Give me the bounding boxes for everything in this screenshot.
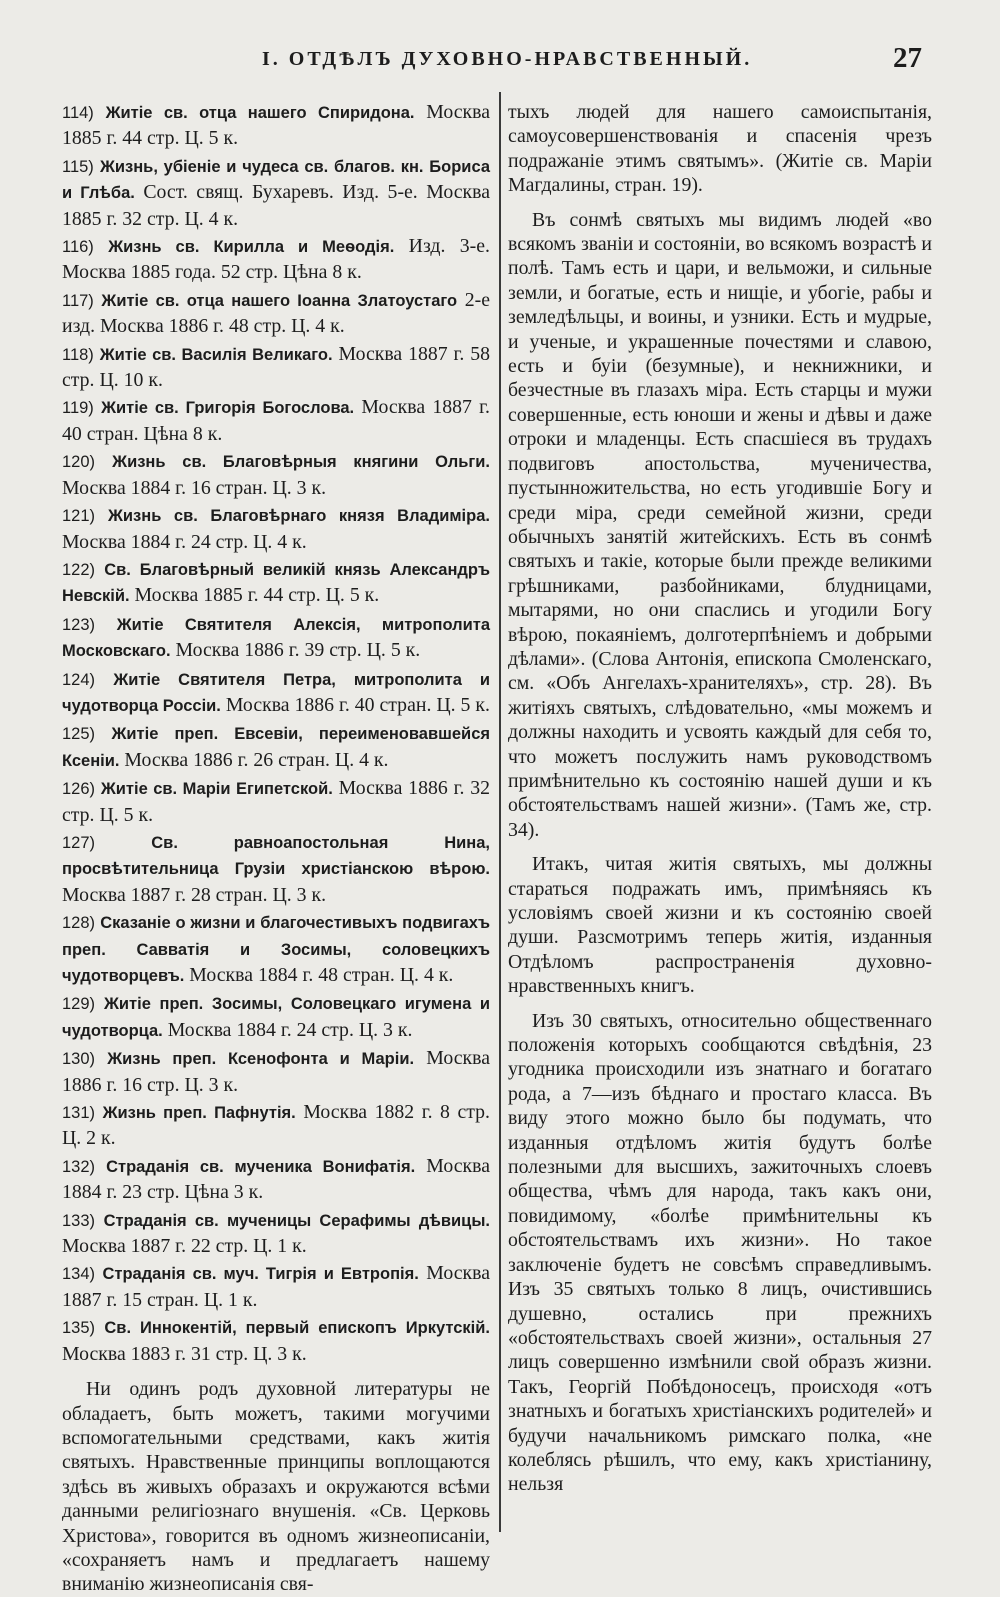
entry-number: 128) — [62, 914, 96, 933]
catalog-entry — [62, 449, 490, 501]
entry-title: Житіе Святителя Петра, митрополита и чудотворца Россіи. — [62, 670, 490, 715]
catalog-entry — [62, 721, 490, 774]
left-paragraph: Ни одинъ родъ духовной литературы не обладаетъ, быть можетъ, такими могучими вспомогательными средствами, какъ житія святыхъ. Нравственные принципы воплощаются здѣсь въ живыхъ образахъ и окружаются всѣми данными религіознаго внушенія. «Св. Церковь Христова», говорится въ одномъ жизнеописаніи, «сохраняетъ намъ и предлагаетъ нашему вниманію жизнеописанія свя- — [62, 1378, 490, 1596]
section-title: I. ОТДѢЛЪ ДУХОВНО-НРАВСТВЕННЫЙ. — [262, 48, 753, 70]
entry-number: 119) — [62, 399, 94, 418]
entry-title: Житіе св. отца нашего Іоанна Златоустаго — [101, 291, 458, 310]
entry-number: 123) — [62, 615, 96, 634]
entry-details: Москва 1887 г. 22 стр. Ц. 1 к. — [62, 1235, 307, 1258]
entry-title: Житіе св. Василія Великаго. — [99, 345, 333, 364]
catalog-entry — [62, 1315, 490, 1367]
entry-number: 129) — [62, 995, 96, 1014]
entry-number: 116) — [62, 238, 94, 257]
entry-number: 124) — [62, 670, 96, 689]
entry-details: Москва 1882 г. 8 стр. Ц. 2 к. — [62, 1101, 490, 1150]
entry-details: Москва 1886 г. 32 стр. Ц. 5 к. — [62, 777, 490, 826]
entry-title: Житіе св. Маріи Египетской. — [100, 780, 333, 799]
entry-details: Москва 1884 г. 24 стр. Ц. 3 к. — [162, 1018, 413, 1041]
entry-title: Житіе св. Григорія Богослова. — [101, 399, 355, 418]
entry-title: Св. равноапостольная Нина, просвѣтительница Грузіи христіанскою вѣрою. — [62, 833, 490, 879]
entry-title: Жизнь, убіеніе и чудеса св. благов. кн. Бориса и Глѣба. — [62, 157, 490, 203]
entry-details: Сост. свящ. Бухаревъ. Изд. 5-е. Москва 1885 г. 32 стр. Ц. 4 к. — [62, 181, 490, 230]
catalog-entry — [62, 1261, 490, 1313]
catalog-entry — [62, 776, 490, 828]
entry-title: Сказаніе о жизни и благочестивыхъ подвигахъ преп. Савватія и Зосимы, соловецкихъ чудотворцевъ. — [62, 914, 491, 985]
entry-number: 118) — [62, 345, 94, 364]
catalog-entry — [62, 154, 490, 232]
entry-title: Жизнь преп. Ксенофонта и Маріи. — [107, 1050, 415, 1069]
catalog-entry — [62, 1046, 490, 1098]
catalog-entry — [62, 1100, 490, 1152]
entry-number: 134) — [62, 1265, 96, 1284]
page-header — [0, 40, 1000, 80]
entry-number: 127) — [62, 833, 96, 852]
entry-details: 2-е изд. Москва 1886 г. 48 стр. Ц. 4 к. — [62, 288, 490, 338]
catalog-entry — [62, 991, 490, 1044]
right-paragraph-1: тыхъ людей для нашего самоиспытанія, самоусовершенствованія и спасенія чрезъ подражаніе этимъ святымъ». (Житіе св. Маріи Магдалины, стран. 19). — [508, 101, 932, 197]
entry-details: Москва 1886 г. 39 стр. Ц. 5 к. — [170, 639, 421, 662]
catalog-entry — [62, 342, 490, 394]
entry-details: Москва 1886 г. 26 стран. Ц. 4 к. — [119, 748, 389, 771]
entry-details: Москва 1887 г. 15 стран. Ц. 1 к. — [62, 1262, 490, 1311]
entry-details: Москва 1883 г. 31 стр. Ц. 3 к. — [62, 1342, 307, 1365]
entry-details: Москва 1887 г. 58 стр. Ц. 10 к. — [62, 342, 490, 392]
entry-title: Страданія св. мученика Вонифатія. — [106, 1157, 416, 1176]
entry-details: Москва 1887 г. 28 стран. Ц. 3 к. — [62, 883, 327, 906]
entry-number: 130) — [62, 1050, 96, 1069]
catalog-entry — [62, 1154, 490, 1206]
entry-number: 114) — [62, 104, 94, 122]
entry-number: 122) — [62, 560, 96, 579]
entry-title: Жизнь св. Кирилла и Меѳодія. — [108, 238, 395, 257]
entry-number: 120) — [62, 453, 96, 472]
right-paragraph-2: Въ сонмѣ святыхъ мы видимъ людей «во всякомъ званіи и состояніи, во всякомъ возрастѣ и полѣ. Тамъ есть и цари, и вельможи, и сильные земли, и богатые, есть и нищіе, и убогіе, рабы и земледѣльцы, и воины, и узники. Есть и мудрые, и ученые, и украшенные почестями и славою, есть и буіи (безумные), и некнижники, и безчестные въ глазахъ міра. Есть старцы и мужи совершенные, есть юноши и жены и дѣвы и даже отроки и младенцы. Есть спасшіеся въ трудахъ подвиговъ апостольства, мученичества, пустынножительства, но есть угодившіе Богу и среди міра, среди семейной жизни, среди обычныхъ занятій житейскихъ. Есть въ сонмѣ святыхъ и такіе, которые были прежде великими грѣшниками, разбойниками, блудницами, мытарями, но они спаслись и угодили Богу вѣрою, покаяніемъ, долготерпѣніемъ и добрыми дѣлами». (Слова Антонія, епископа Смоленскаго, см. «Объ Ангелахъ-хранителяхъ», стр. 28). Въ житіяхъ святыхъ, слѣдовательно, «мы можемъ и должны находить и усвоять каждый для себя то, что можетъ послужить намъ руководствомъ примѣнительно къ состоянію нашей души и къ обстоятельствамъ нашей жизни». (Тамъ же, стр. 34). — [508, 208, 932, 841]
entry-title: Житіе Святителя Алексія, митрополита Московскаго. — [62, 615, 490, 661]
entry-number: 126) — [62, 780, 96, 799]
catalog-list — [62, 100, 490, 1367]
catalog-entry — [62, 1208, 490, 1260]
entry-details: Москва 1884 г. 24 стр. Ц. 4 к. — [62, 530, 307, 553]
entry-details: Москва 1885 г. 44 стр. Ц. 5 к. — [62, 101, 490, 150]
right-paragraph-4: Изъ 30 святыхъ, относительно общественнаго положенія которыхъ сообщаются свѣдѣнія, 23 угодника происходили изъ знатнаго и богатаго рода, а 7—изъ бѣднаго и простаго класса. Въ виду этого можно было бы подумать, что изданныя отдѣломъ житія будутъ болѣе полезными для высшихъ, зажиточныхъ слоевъ общества, чѣмъ для народа, такъ какъ они, повидимому, «болѣе примѣнительны къ обстоятельствамъ ихъ жизни». Но такое заключеніе будетъ не совсѣмъ справедливымъ. Изъ 35 святыхъ только 8 лицъ, очистившись душевно, остались при прежнихъ «обстоятельствахъ своей жизни», остальныя 27 лицъ совершенно измѣнили свой образъ жизни. Такъ, Георгій Побѣдоносецъ, происходя «отъ знатныхъ и богатыхъ христіанскихъ родителей» и будучи начальникомъ римскаго полка, «не колеблясь рѣшилъ, что ему, какъ христіанину, нельзя — [508, 1009, 932, 1496]
entry-title: Житіе св. отца нашего Спиридона. — [105, 104, 415, 122]
entry-details: Изд. 3-е. Москва 1885 года. 52 стр. Цѣна 8 к. — [62, 235, 490, 284]
entry-number: 115) — [62, 157, 94, 176]
entry-title: Жизнь преп. Пафнутія. — [102, 1104, 296, 1123]
column-divider — [499, 92, 501, 1532]
entry-details: Москва 1885 г. 44 стр. Ц. 5 к. — [129, 584, 380, 607]
entry-number: 121) — [62, 507, 96, 526]
entry-details: Москва 1886 г. 40 стран. Ц. 5 к. — [220, 693, 490, 716]
catalog-entry — [62, 557, 490, 610]
entry-number: 132) — [62, 1157, 96, 1176]
entry-details: Москва 1886 г. 16 стр. Ц. 3 к. — [62, 1047, 490, 1096]
catalog-entry — [62, 910, 490, 989]
catalog-entry — [62, 830, 490, 908]
page-number: 27 — [893, 42, 922, 74]
entry-details: Москва 1884 г. 23 стр. Цѣна 3 к. — [62, 1154, 490, 1204]
entry-number: 133) — [62, 1211, 96, 1230]
catalog-entry — [62, 503, 490, 555]
entry-title: Страданія св. мученицы Серафимы дѣвицы. — [103, 1211, 491, 1230]
entry-title: Житіе преп. Зосимы, Соловецкаго игумена и чудотворца. — [62, 995, 490, 1040]
entry-title: Житіе преп. Евсевіи, переименовавшейся Ксеніи. — [62, 725, 490, 770]
entry-title: Жизнь св. Благовѣрнаго князя Владиміра. — [107, 507, 490, 526]
catalog-entry — [62, 612, 490, 665]
left-column — [62, 100, 490, 1597]
catalog-entry — [62, 288, 490, 340]
entry-number: 135) — [62, 1319, 96, 1338]
right-paragraph-3: Итакъ, читая житія святыхъ, мы должны стараться подражать имъ, примѣняясь къ условіямъ своей жизни и къ состоянію своей души. Разсмотримъ теперь житія, изданныя Отдѣломъ распространенія духовно-нравственныхъ книгъ. — [508, 853, 932, 998]
entry-number: 125) — [62, 725, 96, 744]
entry-title: Св. Иннокентій, первый епископъ Иркутскій. — [104, 1319, 490, 1338]
right-column — [508, 100, 932, 1497]
entry-details: Москва 1884 г. 48 стран. Ц. 4 к. — [184, 964, 454, 986]
entry-title: Св. Благовѣрный великій князь Александръ Невскій. — [62, 560, 490, 606]
catalog-entry — [62, 667, 490, 720]
catalog-entry — [62, 395, 490, 447]
entry-title: Жизнь св. Благовѣрныя княгини Ольги. — [112, 453, 490, 472]
entry-details: Москва 1884 г. 16 стран. Ц. 3 к. — [62, 476, 327, 499]
entry-details: Москва 1887 г. 40 стран. Цѣна 8 к. — [62, 396, 490, 445]
entry-number: 131) — [62, 1104, 96, 1123]
entry-number: 117) — [62, 291, 94, 310]
catalog-entry — [62, 234, 490, 286]
catalog-entry — [62, 100, 490, 152]
entry-title: Страданія св. муч. Тигрія и Евтропія. — [102, 1265, 419, 1284]
